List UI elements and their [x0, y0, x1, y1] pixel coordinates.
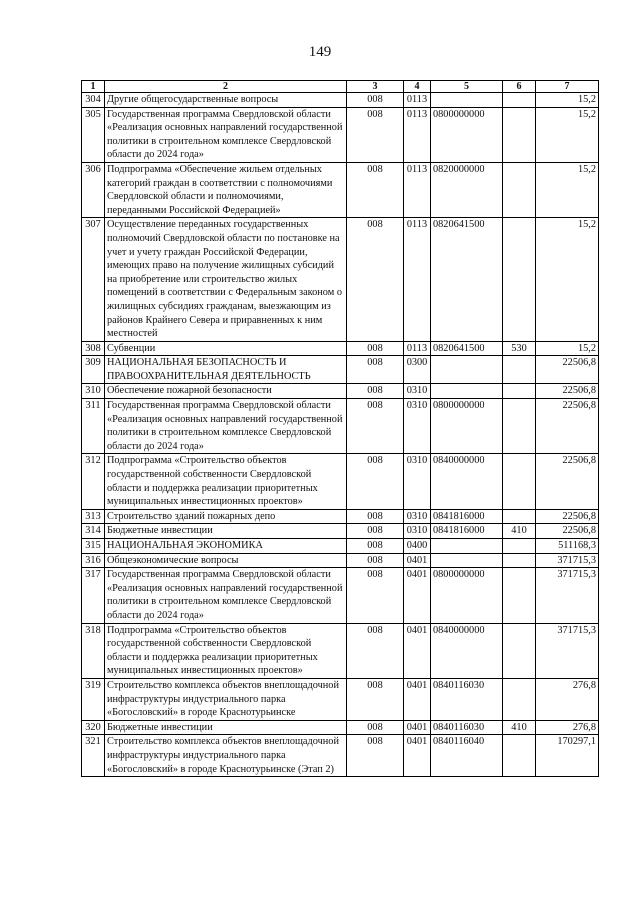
header-cell: 2	[105, 81, 347, 93]
table-row	[82, 623, 599, 678]
table-row	[82, 341, 599, 356]
expense-type-cell	[503, 107, 536, 162]
amount-cell: 15,2	[536, 341, 599, 356]
amount-cell: 15,2	[536, 107, 599, 162]
section-code-cell: 0300	[404, 356, 431, 384]
budget-table	[81, 80, 599, 777]
section-code-cell: 0401	[404, 623, 431, 678]
section-code-cell: 0310	[404, 384, 431, 399]
amount-cell: 22506,8	[536, 384, 599, 399]
target-article-cell: 0840116030	[431, 678, 503, 720]
target-article-cell: 0820641500	[431, 218, 503, 341]
section-code-cell: 0310	[404, 454, 431, 509]
section-code-cell: 0113	[404, 341, 431, 356]
ministry-code-cell: 008	[347, 735, 404, 777]
row-number-cell: 320	[82, 720, 105, 735]
header-cell: 6	[503, 81, 536, 93]
target-article-cell	[431, 93, 503, 108]
section-code-cell: 0113	[404, 93, 431, 108]
amount-cell: 15,2	[536, 162, 599, 217]
table-row	[82, 720, 599, 735]
table-row	[82, 509, 599, 524]
target-article-cell: 0840000000	[431, 623, 503, 678]
row-number-cell: 304	[82, 93, 105, 108]
row-number-cell: 318	[82, 623, 105, 678]
expense-type-cell	[503, 384, 536, 399]
amount-cell: 15,2	[536, 93, 599, 108]
row-name-cell: Бюджетные инвестиции	[105, 720, 347, 735]
section-code-cell: 0113	[404, 218, 431, 341]
ministry-code-cell: 008	[347, 341, 404, 356]
section-code-cell: 0400	[404, 539, 431, 554]
ministry-code-cell: 008	[347, 107, 404, 162]
target-article-cell: 0841816000	[431, 509, 503, 524]
ministry-code-cell: 008	[347, 218, 404, 341]
amount-cell: 170297,1	[536, 735, 599, 777]
row-number-cell: 321	[82, 735, 105, 777]
row-name-cell: Общеэкономические вопросы	[105, 553, 347, 568]
expense-type-cell: 410	[503, 524, 536, 539]
expense-type-cell	[503, 356, 536, 384]
row-number-cell: 310	[82, 384, 105, 399]
target-article-cell: 0800000000	[431, 568, 503, 623]
header-cell: 1	[82, 81, 105, 93]
row-number-cell: 315	[82, 539, 105, 554]
table-row	[82, 356, 599, 384]
amount-cell: 22506,8	[536, 509, 599, 524]
row-name-cell: Обеспечение пожарной безопасности	[105, 384, 347, 399]
ministry-code-cell: 008	[347, 539, 404, 554]
expense-type-cell	[503, 509, 536, 524]
table-row	[82, 539, 599, 554]
row-number-cell: 305	[82, 107, 105, 162]
expense-type-cell	[503, 93, 536, 108]
expense-type-cell	[503, 553, 536, 568]
table-row	[82, 162, 599, 217]
row-name-cell: НАЦИОНАЛЬНАЯ ЭКОНОМИКА	[105, 539, 347, 554]
page-number: 149	[308, 44, 332, 60]
amount-cell: 22506,8	[536, 399, 599, 454]
amount-cell: 276,8	[536, 678, 599, 720]
expense-type-cell	[503, 454, 536, 509]
row-number-cell: 316	[82, 553, 105, 568]
row-name-cell: Государственная программа Свердловской области «Реализация основных направлений государственной политики в строительном комплексе Свердловской области до 2024 года»	[105, 568, 347, 623]
target-article-cell: 0841816000	[431, 524, 503, 539]
table-row	[82, 524, 599, 539]
row-number-cell: 307	[82, 218, 105, 341]
table-row	[82, 218, 599, 341]
row-number-cell: 309	[82, 356, 105, 384]
ministry-code-cell: 008	[347, 384, 404, 399]
table-row	[82, 678, 599, 720]
expense-type-cell	[503, 735, 536, 777]
row-name-cell: Государственная программа Свердловской области «Реализация основных направлений государственной политики в строительном комплексе Свердловской области до 2024 года»	[105, 107, 347, 162]
row-number-cell: 313	[82, 509, 105, 524]
ministry-code-cell: 008	[347, 524, 404, 539]
table-row	[82, 454, 599, 509]
amount-cell: 22506,8	[536, 524, 599, 539]
table-row	[82, 399, 599, 454]
row-name-cell: Государственная программа Свердловской области «Реализация основных направлений государственной политики в строительном комплексе Свердловской области до 2024 года»	[105, 399, 347, 454]
target-article-cell: 0800000000	[431, 107, 503, 162]
target-article-cell: 0840116040	[431, 735, 503, 777]
header-cell: 4	[404, 81, 431, 93]
target-article-cell: 0820000000	[431, 162, 503, 217]
table-row	[82, 107, 599, 162]
amount-cell: 22506,8	[536, 454, 599, 509]
row-name-cell: НАЦИОНАЛЬНАЯ БЕЗОПАСНОСТЬ И ПРАВООХРАНИТЕЛЬНАЯ ДЕЯТЕЛЬНОСТЬ	[105, 356, 347, 384]
row-number-cell: 314	[82, 524, 105, 539]
expense-type-cell	[503, 623, 536, 678]
section-code-cell: 0310	[404, 509, 431, 524]
ministry-code-cell: 008	[347, 162, 404, 217]
row-number-cell: 308	[82, 341, 105, 356]
section-code-cell: 0401	[404, 678, 431, 720]
header-cell: 5	[431, 81, 503, 93]
ministry-code-cell: 008	[347, 678, 404, 720]
expense-type-cell	[503, 218, 536, 341]
amount-cell: 22506,8	[536, 356, 599, 384]
ministry-code-cell: 008	[347, 356, 404, 384]
expense-type-cell	[503, 539, 536, 554]
expense-type-cell	[503, 162, 536, 217]
target-article-cell: 0840000000	[431, 454, 503, 509]
row-number-cell: 319	[82, 678, 105, 720]
target-article-cell: 0840116030	[431, 720, 503, 735]
row-number-cell: 311	[82, 399, 105, 454]
section-code-cell: 0310	[404, 524, 431, 539]
section-code-cell: 0401	[404, 553, 431, 568]
target-article-cell	[431, 539, 503, 554]
expense-type-cell	[503, 568, 536, 623]
row-name-cell: Осуществление переданных государственных полномочий Свердловской области по постановке на учет и учету граждан Российской Федерации, имеющих право на получение жилищных субсидий на приобретение или строительство жилых помещений в соответствии с Федеральным законом о жилищных субсидиях гражданам, выезжающим из районов Крайнего Севера и приравненных к ним местностей	[105, 218, 347, 341]
target-article-cell: 0800000000	[431, 399, 503, 454]
amount-cell: 276,8	[536, 720, 599, 735]
amount-cell: 15,2	[536, 218, 599, 341]
section-code-cell: 0113	[404, 162, 431, 217]
table-row	[82, 735, 599, 777]
ministry-code-cell: 008	[347, 553, 404, 568]
row-name-cell: Субвенции	[105, 341, 347, 356]
ministry-code-cell: 008	[347, 623, 404, 678]
row-name-cell: Строительство комплекса объектов внеплощадочной инфраструктуры индустриального парка «Богословский» в городе Краснотурьинске (Этап 2)	[105, 735, 347, 777]
expense-type-cell: 530	[503, 341, 536, 356]
section-code-cell: 0310	[404, 399, 431, 454]
row-name-cell: Строительство зданий пожарных депо	[105, 509, 347, 524]
ministry-code-cell: 008	[347, 568, 404, 623]
target-article-cell	[431, 553, 503, 568]
row-number-cell: 317	[82, 568, 105, 623]
expense-type-cell: 410	[503, 720, 536, 735]
ministry-code-cell: 008	[347, 454, 404, 509]
section-code-cell: 0401	[404, 735, 431, 777]
amount-cell: 371715,3	[536, 568, 599, 623]
row-number-cell: 312	[82, 454, 105, 509]
ministry-code-cell: 008	[347, 399, 404, 454]
ministry-code-cell: 008	[347, 720, 404, 735]
ministry-code-cell: 008	[347, 93, 404, 108]
section-code-cell: 0401	[404, 568, 431, 623]
row-name-cell: Строительство комплекса объектов внеплощадочной инфраструктуры индустриального парка «Богословский» в городе Краснотурьинске	[105, 678, 347, 720]
expense-type-cell	[503, 399, 536, 454]
table-row	[82, 568, 599, 623]
row-name-cell: Подпрограмма «Обеспечение жильем отдельных категорий граждан в соответствии с полномочиями Свердловской области и полномочиями, переданными Российской Федерацией»	[105, 162, 347, 217]
target-article-cell	[431, 384, 503, 399]
header-cell: 7	[536, 81, 599, 93]
table-row	[82, 384, 599, 399]
row-name-cell: Подпрограмма «Строительство объектов государственной собственности Свердловской области и поддержка реализации приоритетных муниципальных инвестиционных проектов»	[105, 623, 347, 678]
section-code-cell: 0401	[404, 720, 431, 735]
row-name-cell: Другие общегосударственные вопросы	[105, 93, 347, 108]
amount-cell: 511168,3	[536, 539, 599, 554]
header-row	[82, 81, 599, 93]
header-cell: 3	[347, 81, 404, 93]
row-number-cell: 306	[82, 162, 105, 217]
target-article-cell	[431, 356, 503, 384]
expense-type-cell	[503, 678, 536, 720]
table-row	[82, 93, 599, 108]
amount-cell: 371715,3	[536, 553, 599, 568]
row-name-cell: Подпрограмма «Строительство объектов государственной собственности Свердловской области и поддержка реализации приоритетных муниципальных инвестиционных проектов»	[105, 454, 347, 509]
target-article-cell: 0820641500	[431, 341, 503, 356]
amount-cell: 371715,3	[536, 623, 599, 678]
ministry-code-cell: 008	[347, 509, 404, 524]
table-row	[82, 553, 599, 568]
row-name-cell: Бюджетные инвестиции	[105, 524, 347, 539]
section-code-cell: 0113	[404, 107, 431, 162]
